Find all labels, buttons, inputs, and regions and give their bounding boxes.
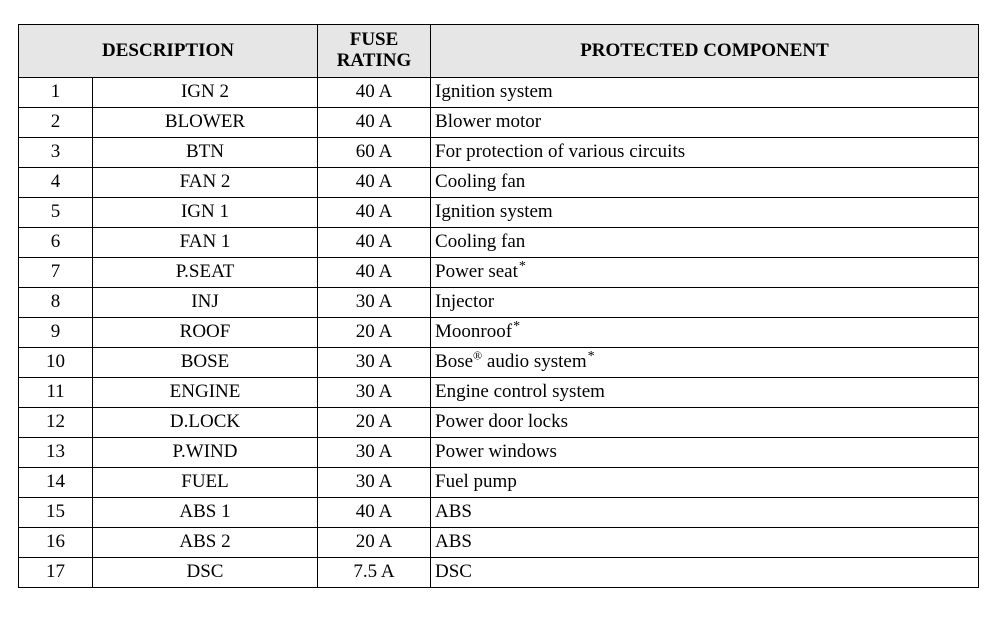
asterisk-footnote-mark: *	[513, 318, 521, 334]
table-row	[19, 228, 979, 258]
table-row	[19, 558, 979, 588]
fuse-number-cell: 1	[19, 78, 93, 108]
header-fuse-rating-line2: RATING	[336, 50, 412, 71]
fuse-description-cell: ENGINE	[93, 378, 318, 408]
fuse-number-cell: 17	[19, 558, 93, 588]
protected-component-cell	[431, 258, 979, 288]
table-row	[19, 78, 979, 108]
fuse-rating-cell: 40 A	[318, 108, 431, 138]
protected-component-cell	[431, 378, 979, 408]
fuse-description-cell: BTN	[93, 138, 318, 168]
fuse-number-cell: 2	[19, 108, 93, 138]
component-text: Moonroof	[435, 321, 513, 343]
fuse-rating-cell: 7.5 A	[318, 558, 431, 588]
fuse-description-cell: IGN 1	[93, 198, 318, 228]
table-header-row	[19, 25, 979, 78]
protected-component-cell	[431, 528, 979, 558]
fuse-description-cell: P.WIND	[93, 438, 318, 468]
component-text: Engine control system	[435, 381, 605, 403]
fuse-description-cell: P.SEAT	[93, 258, 318, 288]
component-text: Power windows	[435, 441, 557, 463]
fuse-number-cell: 12	[19, 408, 93, 438]
fuse-table	[18, 24, 979, 588]
fuse-number-cell: 13	[19, 438, 93, 468]
fuse-rating-cell: 60 A	[318, 138, 431, 168]
fuse-description-cell: FAN 2	[93, 168, 318, 198]
protected-component-cell	[431, 438, 979, 468]
component-text: Ignition system	[435, 81, 553, 103]
fuse-number-cell: 14	[19, 468, 93, 498]
component-text: DSC	[435, 561, 472, 583]
fuse-description-cell: ROOF	[93, 318, 318, 348]
component-text: ABS	[435, 531, 472, 553]
protected-component-cell	[431, 498, 979, 528]
fuse-number-cell: 16	[19, 528, 93, 558]
protected-component-cell	[431, 348, 979, 378]
fuse-rating-cell: 30 A	[318, 468, 431, 498]
fuse-description-cell: FAN 1	[93, 228, 318, 258]
table-row	[19, 438, 979, 468]
table-row	[19, 258, 979, 288]
fuse-description-cell: IGN 2	[93, 78, 318, 108]
protected-component-cell	[431, 318, 979, 348]
fuse-rating-cell: 20 A	[318, 318, 431, 348]
component-text: Fuel pump	[435, 471, 517, 493]
protected-component-cell	[431, 228, 979, 258]
fuse-number-cell: 11	[19, 378, 93, 408]
protected-component-cell	[431, 198, 979, 228]
table-row	[19, 108, 979, 138]
fuse-rating-cell: 40 A	[318, 228, 431, 258]
asterisk-footnote-mark: *	[587, 348, 595, 364]
registered-mark: ®	[473, 348, 483, 363]
component-text-prefix: Bose	[435, 351, 474, 373]
fuse-rating-cell: 40 A	[318, 78, 431, 108]
fuse-description-cell: BOSE	[93, 348, 318, 378]
header-description: DESCRIPTION	[19, 25, 318, 78]
component-text: Cooling fan	[435, 231, 526, 253]
fuse-rating-cell: 20 A	[318, 528, 431, 558]
component-text: For protection of various circuits	[435, 141, 686, 163]
table-row	[19, 498, 979, 528]
protected-component-cell	[431, 408, 979, 438]
protected-component-cell	[431, 168, 979, 198]
fuse-number-cell: 9	[19, 318, 93, 348]
table-row	[19, 288, 979, 318]
asterisk-footnote-mark: *	[518, 258, 526, 274]
fuse-rating-cell: 30 A	[318, 378, 431, 408]
table-row	[19, 138, 979, 168]
fuse-rating-cell: 30 A	[318, 288, 431, 318]
fuse-rating-cell: 40 A	[318, 498, 431, 528]
table-row	[19, 408, 979, 438]
fuse-number-cell: 15	[19, 498, 93, 528]
table-row	[19, 528, 979, 558]
component-text: Power seat	[435, 261, 518, 283]
fuse-rating-cell: 20 A	[318, 408, 431, 438]
table-row	[19, 348, 979, 378]
component-text: audio system	[482, 351, 587, 373]
component-text: ABS	[435, 501, 472, 523]
protected-component-cell	[431, 558, 979, 588]
fuse-description-cell: DSC	[93, 558, 318, 588]
fuse-rating-cell: 30 A	[318, 348, 431, 378]
fuse-number-cell: 5	[19, 198, 93, 228]
protected-component-cell	[431, 468, 979, 498]
table-row	[19, 378, 979, 408]
table-row	[19, 168, 979, 198]
fuse-rating-cell: 40 A	[318, 168, 431, 198]
fuse-number-cell: 4	[19, 168, 93, 198]
fuse-description-cell: ABS 1	[93, 498, 318, 528]
table-row	[19, 318, 979, 348]
fuse-description-cell: FUEL	[93, 468, 318, 498]
header-fuse-rating-line1: FUSE	[349, 29, 399, 51]
component-text: Blower motor	[435, 111, 542, 133]
protected-component-cell	[431, 288, 979, 318]
fuse-description-cell: INJ	[93, 288, 318, 318]
fuse-number-cell: 7	[19, 258, 93, 288]
fuse-rating-cell: 40 A	[318, 258, 431, 288]
table-row	[19, 198, 979, 228]
fuse-rating-cell: 30 A	[318, 438, 431, 468]
fuse-number-cell: 10	[19, 348, 93, 378]
fuse-description-cell: ABS 2	[93, 528, 318, 558]
table-row	[19, 468, 979, 498]
header-fuse-rating	[318, 25, 431, 78]
fuse-number-cell: 3	[19, 138, 93, 168]
component-text: Power door locks	[435, 411, 568, 433]
fuse-description-cell: D.LOCK	[93, 408, 318, 438]
protected-component-cell	[431, 138, 979, 168]
protected-component-cell	[431, 78, 979, 108]
component-text: Ignition system	[435, 201, 553, 223]
fuse-number-cell: 6	[19, 228, 93, 258]
fuse-number-cell: 8	[19, 288, 93, 318]
header-protected-component: PROTECTED COMPONENT	[431, 25, 979, 78]
table-body	[19, 78, 979, 588]
component-text: Cooling fan	[435, 171, 526, 193]
fuse-description-cell: BLOWER	[93, 108, 318, 138]
fuse-rating-cell: 40 A	[318, 198, 431, 228]
component-text: Injector	[435, 291, 495, 313]
protected-component-cell	[431, 108, 979, 138]
